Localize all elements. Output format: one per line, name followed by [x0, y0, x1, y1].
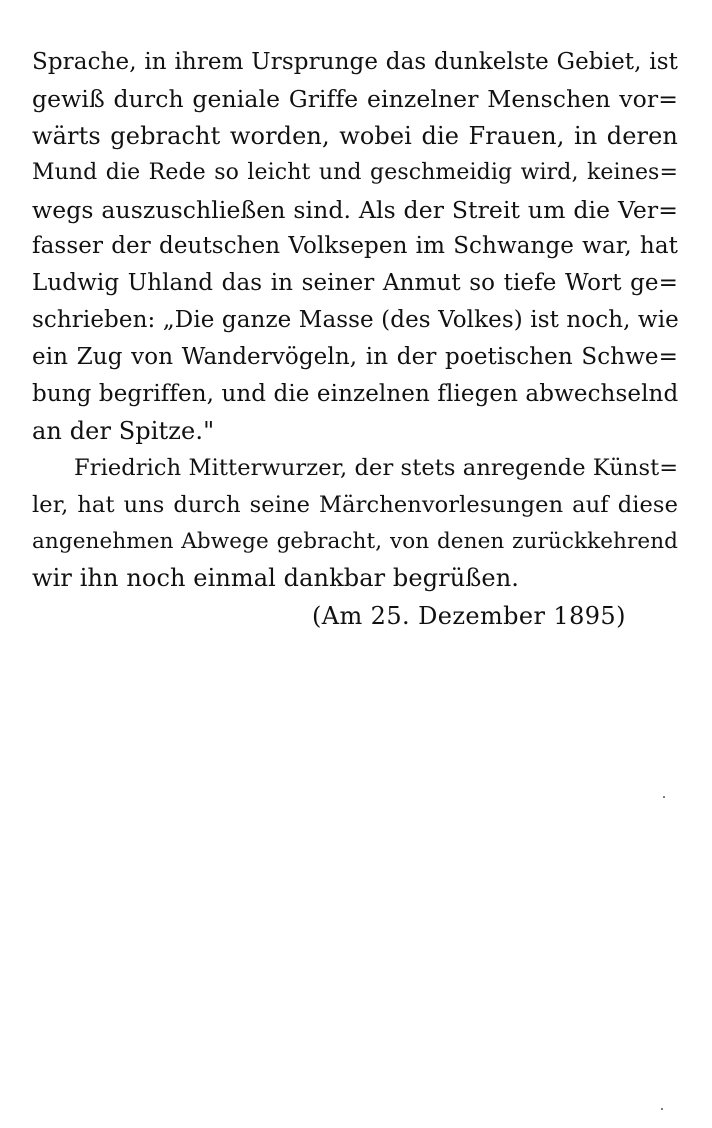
text-line: Friedrich Mitterwurzer, der stets anregende Künst=	[74, 454, 679, 481]
text-line: Mund die Rede so leicht und geschmeidig wird, keines=	[32, 159, 678, 185]
body-text	[32, 44, 678, 597]
text-line: wärts gebracht worden, wobei die Frauen, in deren	[32, 121, 678, 150]
text-line: Sprache, in ihrem Ursprunge das dunkelste Gebiet, ist	[32, 49, 678, 75]
scan-speck	[661, 1108, 663, 1110]
text-line: ein Zug von Wandervögeln, in der poetischen Schwe=	[32, 344, 678, 371]
scan-speck	[663, 796, 665, 798]
text-line: gewiß durch geniale Griffe einzelner Menschen vor=	[32, 84, 678, 113]
text-line: schrieben: „Die ganze Masse (des Volkes) ist noch, wie	[32, 307, 679, 334]
text-line: wir ihn noch einmal dankbar begrüßen.	[32, 564, 520, 593]
dateline: (Am 25. Dezember 1895)	[312, 602, 626, 630]
text-line: an der Spitze."	[32, 416, 215, 445]
text-line: ler, hat uns durch seine Märchenvorlesungen auf diese	[32, 491, 678, 518]
text-line: wegs auszuschließen sind. Als der Streit um die Ver=	[32, 195, 678, 224]
text-line: angenehmen Abwege gebracht, von denen zurückkehrend	[32, 528, 678, 554]
text-line: Ludwig Uhland das in seiner Anmut so tiefe Wort ge=	[32, 270, 678, 297]
text-line: fasser der deutschen Volksepen im Schwange war, hat	[32, 233, 678, 260]
text-line: bung begriffen, und die einzelnen fliegen abwechselnd	[32, 381, 679, 408]
